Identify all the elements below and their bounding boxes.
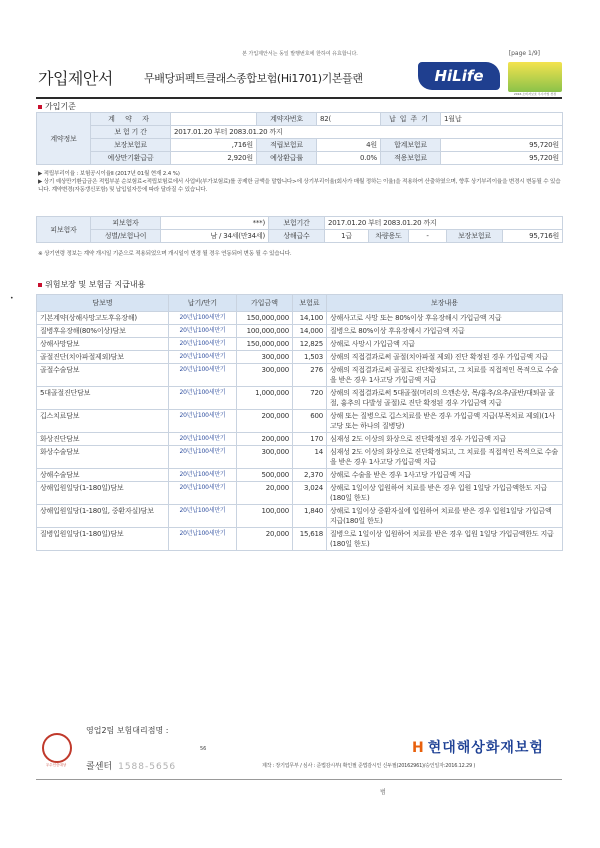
period-label: 보 험 기 간 [91,126,171,139]
company-name: 현대해상화재보험 [427,740,544,756]
coverage-amount: 1,000,000 [237,387,293,410]
coverage-description: 상해로 사망시 가입금액 지급 [327,338,563,351]
table-row [37,410,563,433]
insured-amount-label: 보장보험료 [91,139,171,152]
margin-mark: • [10,295,14,302]
coverage-premium: 14,100 [293,312,327,325]
header-premium: 보험료 [293,295,327,312]
coverage-name: 질병후유장해(80%이상)담보 [37,325,169,338]
insured-period-label: 보험기간 [269,217,325,230]
award-badge-icon [508,62,562,92]
coverage-amount: 100,000 [237,505,293,528]
coverage-description: 상해의 직접결과로써 골절로 진단확정되고, 그 치료를 직접적인 목적으로 수술을 받은 경우 1사고당 가입금액 지급 [327,364,563,387]
coverage-amount: 20,000 [237,528,293,551]
coverage-name: 화상수술담보 [37,446,169,469]
section-basic-label: 가입기준 [45,102,76,111]
insured-name-value: ***) [161,217,269,230]
callcenter [86,759,176,772]
seal-text: 우수인증대상 [45,763,67,767]
coverage-name: 상해사망담보 [37,338,169,351]
table-row [37,469,563,482]
coverage-amount: 100,000,000 [237,325,293,338]
vehicle-value: - [409,230,447,243]
coverage-amount: 200,000 [237,433,293,446]
table-row [37,387,563,410]
contractor-label: 계 약 자 [91,113,171,126]
reserve-premium-value: 4원 [317,139,381,152]
vehicle-label: 차량용도 [369,230,409,243]
contract-info-table [36,112,563,165]
coverage-amount: 150,000,000 [237,312,293,325]
coverage-term: 20년납100세만기 [169,387,237,410]
coverage-description: 심재성 2도 이상의 화상으로 진단확정된 경우 가입금액 지급 [327,433,563,446]
insured-info-table [36,216,563,243]
note-interest-rate: ▶ 적립부리이율 : 보험공시이율Ⅱ (2017년 01월 현재 2.4 %) [38,171,180,177]
insured-premium-value: 95,716원 [503,230,563,243]
coverage-description: 상해의 직접결과로써 골절(치아파절 제외) 진단 확정된 경우 가입금액 지급 [327,351,563,364]
coverage-description: 상해의 직접결과로써 5대골절(머리의 으깬손상, 목/흉추/요추/골반/대퇴골 골절, 흉추의 다발성 골절)로 진단 확정된 경우 가입금액 지급 [327,387,563,410]
gender-age-value: 남 / 34세(만34세) [161,230,269,243]
coverage-name: 화상진단담보 [37,433,169,446]
footer-rule [36,779,562,780]
contract-no-label: 계약자번호 [257,113,317,126]
coverage-description: 상해 또는 질병으로 깁스치료를 받은 경우 가입금액 지급(부목치료 제외)(1사고당 또는 하나의 질병당) [327,410,563,433]
note-age: ※ 상기연령 정보는 계약 개시일 기준으로 적용되었으며 개시일이 변경 될 경우 연동되어 변동 될 수 있습니다. [38,251,292,257]
table-row [37,505,563,528]
validity-notice: 본 가입제안서는 동일 발행번호에 한하여 유효합니다. [242,51,358,57]
coverage-amount: 200,000 [237,410,293,433]
coverage-premium: 1,503 [293,351,327,364]
header-rule [36,97,562,99]
table-row [37,351,563,364]
coverage-description: 상해로 1일이상 입원하여 치료를 받은 경우 입원 1일당 가입금액한도 지급(180일 한도) [327,482,563,505]
coverage-term: 20년납100세만기 [169,410,237,433]
coverage-term: 20년납100세만기 [169,446,237,469]
coverage-premium: 3,024 [293,482,327,505]
coverage-amount: 300,000 [237,446,293,469]
notes-contract [38,170,562,194]
award-text: 2016 소비자보호 우수기업 선정 [513,92,557,96]
coverage-table [36,294,563,551]
insured-name-label: 피보험자 [91,217,161,230]
coverage-amount: 300,000 [237,351,293,364]
maturity-value: 2,920원 [171,152,257,165]
insured-premium-label: 보장보험료 [447,230,503,243]
coverage-premium: 276 [293,364,327,387]
refund-rate-value: 0.0% [317,152,381,165]
insured-amount-value: ‚716원 [171,139,257,152]
period-value: 2017.01.20 부터 2083.01.20 까지 [171,126,563,139]
table-row [37,433,563,446]
coverage-description: 상해로 1일이상 중환자실에 입원하여 치료를 받은 경우 입원1일당 가입금액 지급(180일 한도) [327,505,563,528]
coverage-premium: 15,618 [293,528,327,551]
callcenter-phone: 1588-5656 [118,762,177,772]
pay-cycle-label: 납입주기 [381,113,441,126]
coverage-header-row [37,295,563,312]
section-basic-title [38,101,76,112]
hilife-logo: HiLife [418,62,500,90]
coverage-description: 상해사고로 사망 또는 80%이상 후유장해시 가입금액 지급 [327,312,563,325]
risk-grade-label: 상해급수 [269,230,325,243]
section-risk-title [38,279,145,290]
coverage-term: 20년납100세만기 [169,505,237,528]
coverage-description: 상해로 수술을 받은 경우 1사고당 가입금액 지급 [327,469,563,482]
coverage-name: 골절수술담보 [37,364,169,387]
bullet-square-icon [38,283,42,287]
table-row [37,446,563,469]
coverage-term: 20년납100세만기 [169,482,237,505]
risk-grade-value: 1급 [325,230,369,243]
branch-name: 영업2팀 보험대리점명 : [86,726,169,735]
table-row [37,482,563,505]
contractor-value [171,113,257,126]
pay-cycle-value: 1월납 [441,113,563,126]
table-row [37,528,563,551]
coverage-term: 20년납100세만기 [169,351,237,364]
coverage-name: 기본계약(상해사망고도후유장해) [37,312,169,325]
page-number: [page 1/9] [508,50,540,57]
contract-group-label: 계약정보 [37,113,91,165]
reserve-premium-label: 적립보험료 [257,139,317,152]
total-premium-label: 합계보험료 [381,139,441,152]
coverage-description: 질병으로 80%이상 후유장해시 가입금액 지급 [327,325,563,338]
coverage-term: 20년납100세만기 [169,364,237,387]
coverage-name: 골절진단(치아파절제외)담보 [37,351,169,364]
coverage-premium: 14,000 [293,325,327,338]
coverage-rows [37,312,563,551]
gender-age-label: 성별/보험나이 [91,230,161,243]
coverage-description: 심재성 2도 이상의 화상으로 진단확정되고, 그 치료를 직접적인 목적으로 수술을 받은 경우 1사고당 가입금액 지급 [327,446,563,469]
coverage-term: 20년납100세만기 [169,433,237,446]
header-coverage-name: 담보명 [37,295,169,312]
table-row [37,312,563,325]
coverage-name: 5대골절진단담보 [37,387,169,410]
coverage-term: 20년납100세만기 [169,338,237,351]
coverage-amount: 500,000 [237,469,293,482]
coverage-premium: 600 [293,410,327,433]
contract-no-value: 82( [317,113,381,126]
table-row [37,325,563,338]
bullet-square-icon [38,105,42,109]
coverage-description: 질병으로 1일이상 입원하여 치료를 받은 경우 입원 1일당 가입금액한도 지급(180일 한도) [327,528,563,551]
document-title: 가입제안서 [38,69,113,88]
header-term: 납기/만기 [169,295,237,312]
total-premium-value: 95,720원 [441,139,563,152]
approval-text: 제작 : 장기업무부 / 심사 : 준법감시부( 확인필 준법감시인 신두필(20162961)/승인일자:2016.12.29 ) [262,763,476,769]
applied-premium-label: 적용보험료 [381,152,441,165]
header-description: 보장내용 [327,295,563,312]
coverage-amount: 150,000,000 [237,338,293,351]
insured-group-label: 피보험자 [37,217,91,243]
company-logo [412,737,544,757]
insured-period-value: 2017.01.20 부터 2083.01.20 까지 [325,217,563,230]
maturity-label: 예상만기환급금 [91,152,171,165]
coverage-amount: 300,000 [237,364,293,387]
hyundai-h-icon: H [412,740,425,756]
coverage-name: 상해입원일당(1-180일, 중환자실)담보 [37,505,169,528]
section-risk-label: 위험보장 및 보험금 지급내용 [45,280,146,289]
coverage-name: 깁스치료담보 [37,410,169,433]
agent-code: 56 [200,746,207,752]
callcenter-label: 콜센터 [86,762,113,772]
header-amount: 가입금액 [237,295,293,312]
coverage-premium: 14 [293,446,327,469]
coverage-term: 20년납100세만기 [169,325,237,338]
refund-rate-label: 예상환급률 [257,152,317,165]
coverage-term: 20년납100세만기 [169,528,237,551]
coverage-premium: 1,840 [293,505,327,528]
coverage-name: 상해입원일당(1-180일)담보 [37,482,169,505]
bottom-mark: 범 [380,789,386,796]
note-maturity: ▶ 상기 예상만기환급금은 적립부분 순보험료<적립보험료에서 사업비(부가보험료)를 공제한 금액을 말합니다>에 상기부리이율(회사가 매월 정하는 이율)을 적용하여 산출하였으며, 향후 상기부리이율을 변경시 변동될 수 있습니다. 계약변경(자동갱신포함) 및 납입일자등에 따라 달라질 수 있습니다. [38,179,561,193]
coverage-term: 20년납100세만기 [169,469,237,482]
table-row [37,364,563,387]
coverage-term: 20년납100세만기 [169,312,237,325]
coverage-premium: 2,370 [293,469,327,482]
coverage-name: 상해수술담보 [37,469,169,482]
coverage-premium: 12,825 [293,338,327,351]
coverage-premium: 720 [293,387,327,410]
coverage-name: 질병입원일당(1-180일)담보 [37,528,169,551]
table-row [37,338,563,351]
coverage-premium: 170 [293,433,327,446]
certification-seal-icon [42,733,72,763]
applied-premium-value: 95,720원 [441,152,563,165]
coverage-amount: 20,000 [237,482,293,505]
plan-title: 무배당퍼펙트클래스종합보험(Hi1701)기본플랜 [144,72,363,85]
